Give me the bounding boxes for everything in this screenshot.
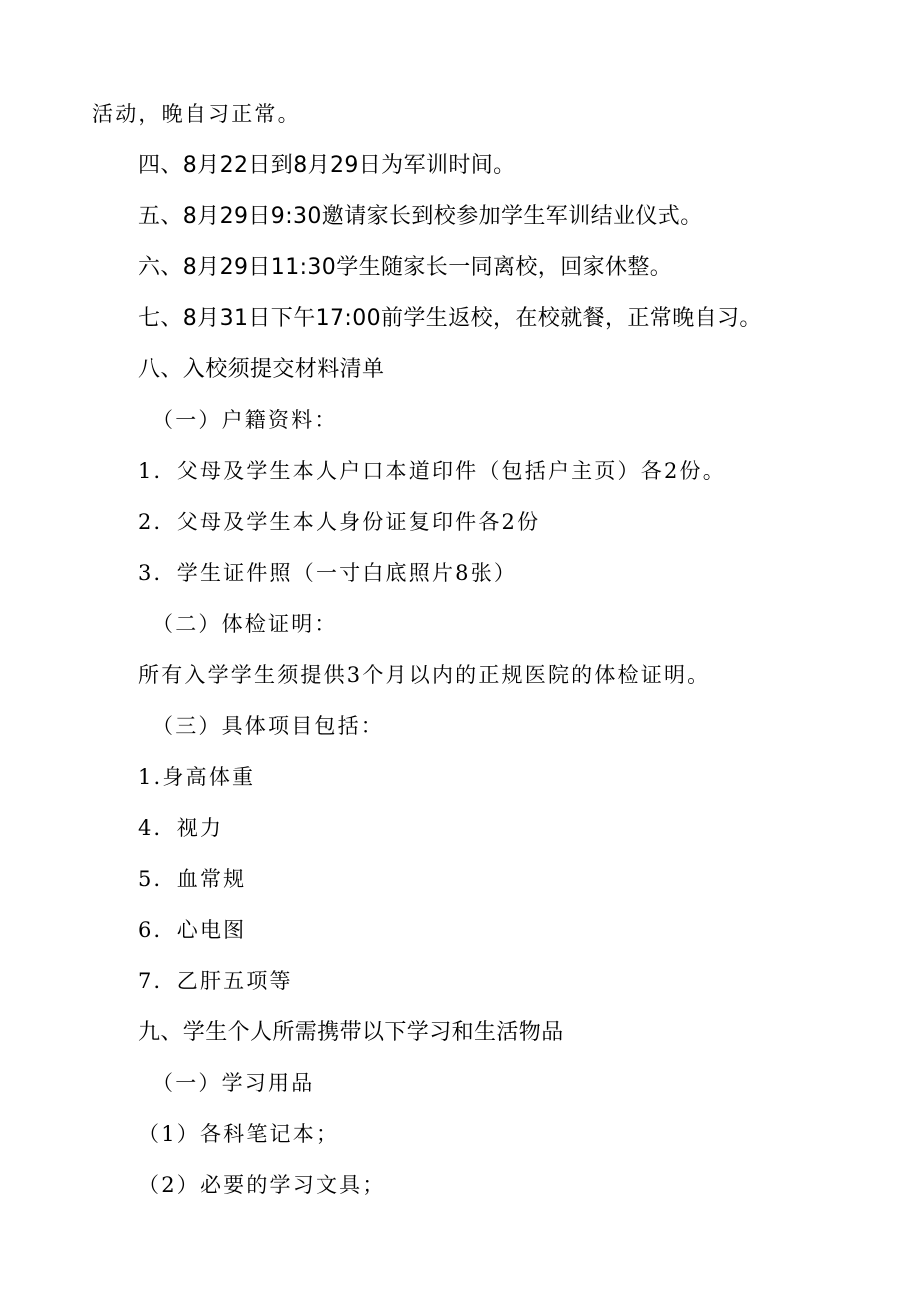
- subheading-medical-certificate: （二）体检证明：: [152, 612, 338, 636]
- list-item-id-copy: 2．父母及学生本人身份证复印件各2份: [138, 510, 541, 534]
- item-six-leave-school: 六、8月29日11:30学生随家长一同离校，回家休整。: [138, 255, 673, 280]
- item-nine-heading: 九、学生个人所需携带以下学习和生活物品: [138, 1020, 564, 1045]
- list-item-notebooks: （1）各科笔记本；: [138, 1122, 340, 1146]
- list-item-blood-test: 5．血常规: [138, 867, 247, 891]
- subheading-study-supplies: （一）学习用品: [152, 1071, 315, 1095]
- item-eight-heading: 八、入校须提交材料清单: [138, 357, 385, 382]
- paragraph-continuation: 活动，晚自习正常。: [92, 102, 301, 126]
- list-item-ecg: 6．心电图: [138, 918, 247, 942]
- item-five-graduation-ceremony: 五、8月29日9:30邀请家长到校参加学生军训结业仪式。: [138, 204, 703, 229]
- list-item-vision: 4．视力: [138, 816, 224, 840]
- list-item-hukou-copy: 1．父母及学生本人户口本道印件（包括户主页）各2份。: [138, 459, 726, 483]
- list-item-stationery: （2）必要的学习文具；: [138, 1173, 386, 1197]
- subheading-household-registration: （一）户籍资料：: [152, 408, 338, 432]
- item-four-military-training: 四、8月22日到8月29日为军训时间。: [138, 153, 516, 178]
- list-item-hepatitis-b: 7．乙肝五项等: [138, 969, 293, 993]
- medical-certificate-requirement: 所有入学学生须提供3个月以内的正规医院的体检证明。: [138, 663, 711, 687]
- list-item-photos: 3．学生证件照（一寸白底照片8张）: [138, 561, 518, 585]
- item-seven-return-school: 七、8月31日下午17:00前学生返校，在校就餐，正常晚自习。: [138, 306, 762, 331]
- list-item-height-weight: 1.身高体重: [138, 765, 256, 789]
- subheading-checkup-items: （三）具体项目包括：: [152, 714, 384, 738]
